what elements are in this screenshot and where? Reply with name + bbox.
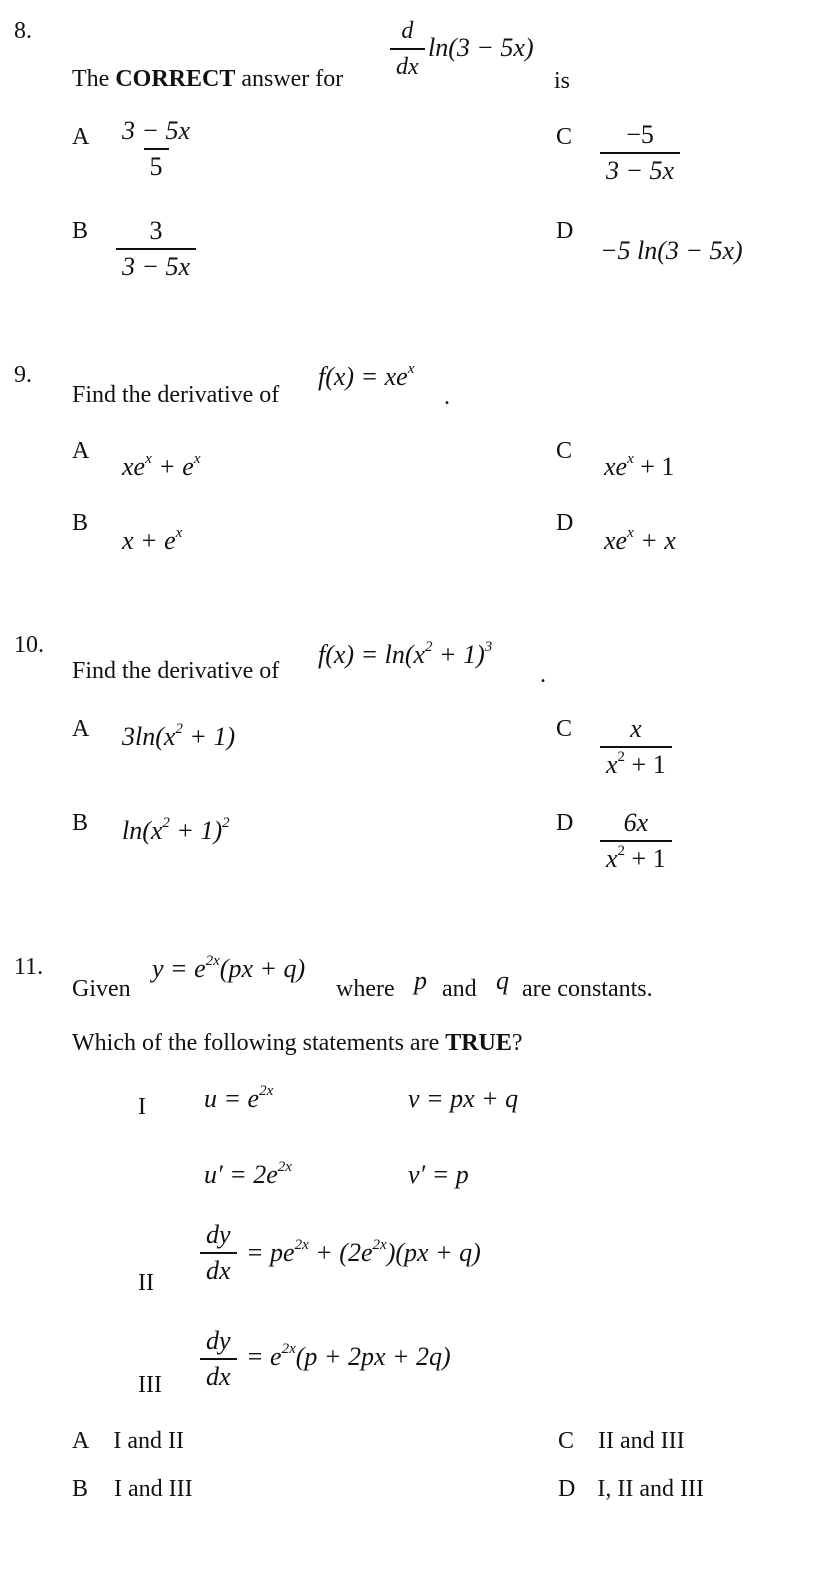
option-label-b: B: [72, 1476, 89, 1502]
expr-part: u′ = 2e: [204, 1160, 278, 1189]
option-text: I, II and III: [597, 1476, 704, 1502]
option-label-a: A: [72, 124, 90, 150]
dy-numerator: dy: [206, 1220, 231, 1249]
expr-exponent: 2x: [294, 1237, 309, 1253]
option-11c[interactable]: [558, 1428, 685, 1455]
prompt-text: ?: [511, 1030, 523, 1056]
prompt-text: answer for: [235, 66, 344, 92]
question-9-prompt: Find the derivative of: [72, 382, 280, 408]
option-8b-denominator: 3 − 5x: [116, 248, 196, 282]
question-8-prompt-end: is: [554, 68, 571, 94]
option-11d[interactable]: [558, 1476, 704, 1503]
dx-denominator: dx: [390, 48, 425, 82]
prompt-bold: CORRECT: [115, 66, 236, 92]
statement-u: [204, 1084, 273, 1114]
expr-exponent: 2x: [372, 1237, 387, 1253]
expr-exponent: x: [407, 361, 415, 377]
option-label-a: A: [72, 716, 90, 742]
option-10c-numerator: x: [630, 714, 642, 743]
expr-part: + 1): [182, 722, 236, 751]
expr-part: f(x) = xe: [318, 362, 408, 391]
constant-p: p: [414, 966, 427, 995]
expr-part: + 1: [625, 844, 666, 873]
expr-exponent: 2x: [281, 1341, 296, 1357]
option-label-a: A: [72, 438, 90, 464]
statement-ii-expression: [246, 1238, 481, 1268]
expr-part: + 1): [432, 640, 485, 669]
dx-denominator: dx: [200, 1358, 237, 1392]
statement-label-iii: III: [138, 1372, 162, 1398]
option-10d-fraction[interactable]: [600, 808, 672, 874]
statement-iii-dydx: [200, 1326, 237, 1392]
option-9a-expression[interactable]: [122, 452, 201, 482]
expr-exponent: 2x: [277, 1159, 292, 1175]
expr-part: + (2e: [308, 1238, 373, 1267]
option-text: II and III: [598, 1428, 685, 1454]
expr-part: 3ln(x: [122, 722, 176, 751]
question-11-expression: [152, 954, 305, 984]
question-8-expression: ln(3 − 5x): [428, 33, 534, 62]
question-10-expression: [318, 640, 492, 670]
option-10a-expression[interactable]: [122, 722, 235, 752]
expr-part: + e: [151, 452, 194, 481]
question-number-9: 9.: [14, 362, 32, 388]
expr-part: xe: [604, 526, 628, 555]
expr-exponent: x: [175, 525, 183, 541]
statement-label-ii: II: [138, 1270, 154, 1296]
expr-part: = e: [246, 1342, 282, 1371]
statement-label-i: I: [138, 1094, 146, 1120]
question-number-10: 10.: [14, 632, 44, 658]
option-8b-fraction[interactable]: [116, 216, 196, 282]
expr-part: + 1): [169, 816, 223, 845]
question-9-period: .: [444, 384, 450, 410]
expr-exponent: x: [627, 451, 634, 467]
option-9d-expression[interactable]: [604, 526, 676, 556]
expr-part: x: [606, 844, 618, 873]
statement-v-prime: v′ = p: [408, 1160, 469, 1189]
expr-exponent: 2: [617, 843, 626, 859]
option-label-b: B: [72, 510, 89, 536]
d-numerator: d: [401, 18, 414, 44]
question-10-prompt: Find the derivative of: [72, 658, 280, 684]
question-9-expression: [318, 362, 414, 392]
constant-q: q: [496, 966, 509, 995]
expr-part: y = e: [152, 954, 206, 983]
expr-exponent: 2: [222, 815, 230, 831]
expr-part: u = e: [204, 1084, 260, 1113]
option-label-c: C: [556, 124, 573, 150]
dx-denominator: dx: [200, 1252, 237, 1286]
prompt-text: Which of the following statements are: [72, 1030, 446, 1056]
option-label-a: A: [72, 1428, 90, 1454]
option-label-c: C: [556, 438, 573, 464]
expr-exponent: x: [193, 451, 201, 467]
expr-part: + x: [633, 526, 676, 555]
option-label-b: B: [72, 218, 89, 244]
question-number-8: 8.: [14, 18, 32, 44]
option-label-d: D: [556, 218, 574, 244]
prompt-bold: TRUE: [445, 1030, 512, 1056]
expr-exponent: 2: [162, 815, 170, 831]
option-10c-fraction[interactable]: [600, 714, 672, 780]
question-11-prompt: [72, 1030, 523, 1057]
expr-exponent: 2x: [205, 953, 220, 969]
expr-exponent: 3: [484, 639, 493, 655]
option-9b-expression[interactable]: [122, 526, 182, 556]
expr-part: x: [606, 750, 618, 779]
statement-iii-expression: [246, 1342, 451, 1372]
option-8c-denominator: 3 − 5x: [600, 152, 680, 186]
option-8d-expression[interactable]: −5 ln(3 − 5x): [600, 236, 743, 265]
option-label-c: C: [558, 1428, 575, 1454]
option-label-d: D: [556, 810, 574, 836]
option-8c-fraction[interactable]: [600, 120, 680, 186]
question-11-and: and: [442, 976, 477, 1002]
expr-part: xe: [604, 452, 628, 481]
question-11-given: Given: [72, 976, 131, 1002]
derivative-operator: [390, 16, 425, 82]
option-8a-numerator: 3 − 5x: [122, 116, 191, 145]
expr-part: + 1: [625, 750, 666, 779]
option-9c-expression[interactable]: [604, 452, 674, 482]
option-text: I and III: [114, 1476, 193, 1502]
expr-exponent: 2: [425, 639, 433, 655]
option-10d-numerator: 6x: [623, 808, 649, 837]
question-number-11: 11.: [14, 954, 44, 980]
option-label-c: C: [556, 716, 573, 742]
statement-u-prime: [204, 1160, 292, 1190]
expr-part: x + e: [122, 526, 176, 555]
expr-part: (px + q): [219, 954, 306, 983]
expr-part: f(x) = ln(x: [318, 640, 426, 669]
option-8b-numerator: 3: [149, 216, 163, 245]
statement-v: v = px + q: [408, 1084, 519, 1113]
expr-exponent: 2: [175, 721, 183, 737]
expr-part: xe: [122, 452, 146, 481]
expr-exponent: 2x: [259, 1083, 274, 1099]
expr-exponent: x: [145, 451, 152, 467]
option-label-b: B: [72, 810, 89, 836]
prompt-text: The: [72, 66, 116, 92]
option-8c-numerator: −5: [626, 120, 654, 149]
dy-numerator: dy: [206, 1326, 231, 1355]
option-11b[interactable]: [72, 1476, 193, 1503]
expr-part: ln(x: [122, 816, 163, 845]
option-text: I and II: [113, 1428, 184, 1454]
question-11-constants: are constants.: [522, 976, 653, 1002]
expr-part: (p + 2px + 2q): [295, 1342, 451, 1371]
option-label-d: D: [558, 1476, 576, 1502]
expr-part: + 1: [633, 452, 675, 481]
expr-part: = pe: [246, 1238, 295, 1267]
option-10b-expression[interactable]: [122, 816, 230, 846]
option-8a-denominator: 5: [144, 148, 169, 182]
expr-part: )(px + q): [386, 1238, 481, 1267]
expr-exponent: x: [627, 525, 634, 541]
option-8a-fraction[interactable]: [116, 116, 196, 182]
option-11a[interactable]: [72, 1428, 184, 1455]
option-label-d: D: [556, 510, 574, 536]
question-11-where: where: [336, 976, 395, 1002]
question-8-prompt: [72, 66, 343, 93]
statement-ii-dydx: [200, 1220, 237, 1286]
expr-exponent: 2: [617, 749, 626, 765]
question-10-period: .: [540, 662, 546, 688]
